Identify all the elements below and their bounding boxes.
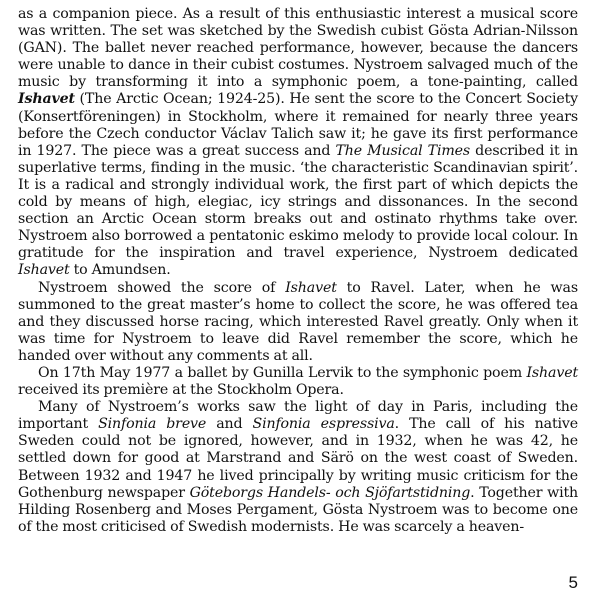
italic-title: The Musical Times [335,142,471,159]
italic-title: Sinfonia espressiva [252,416,395,433]
page-number: 5 [568,573,578,592]
italic-title: Ishavet [526,364,578,381]
italic-title: Sinfonia breve [98,416,207,433]
paragraph [18,365,578,399]
text-run: (The Arctic Ocean; 1924-25). He sent the score to the Concert Society (Konsertföreningen) in Stockholm, where it remained for nearly three years before the Czech conductor Václav Talich saw it; he gave its first performance in 1927. The piece was a great success and [18,91,578,159]
paragraph [18,280,578,365]
text-run: . Together with Hilding Rosenberg and Moses Pergament, Gösta Nystroem was to become one of the most criticised of Swedish modernists. He was scarcely a heaven- [18,484,579,535]
text-run: and [206,416,253,433]
text-run: to Ravel. Later, when he was summoned to the great master’s home to collect the score, he was offered tea and they discussed horse racing, which interested Ravel greatly. Only when it was time for Nystroem to leave did Ravel remember the score, which he handed over without any comments at all. [18,279,578,364]
bold-italic-title: Ishavet [18,91,75,108]
text-run: Many of Nystroem’s works saw the light of day in Paris, including the important [18,399,578,433]
text-run: . The call of his native Sweden could not be ignored, however, and in 1932, when he was 42, he settled down for good at Marstrand and Särö on the west coast of Sweden. Between 1932 and 1947 he lived principally by writing music criticism for the Gothenburg newspaper [18,416,578,501]
text-run: to Amundsen. [69,262,171,279]
text-run: received its première at the Stockholm Opera. [18,382,344,399]
text-run: as a companion piece. As a result of this enthusiastic interest a musical score was written. The set was sketched by the Swedish cubist Gösta Adrian-Nilsson (GAN). The ballet never reached performance, however, because the dancers were unable to dance in their cubist costumes. Nystroem salvaged much of the music by transforming it into a symphonic poem, a tone-painting, called [18,6,578,91]
text-run: On 17th May 1977 a ballet by Gunilla Lervik to the symphonic poem [38,364,527,381]
italic-title: Ishavet [18,262,70,279]
italic-title: Ishavet [285,279,337,296]
text-run: Nystroem showed the score of [38,279,286,296]
paragraph [18,6,578,280]
italic-title: Göteborgs Handels- och Sjöfartstidning [189,484,471,501]
document-body [18,6,578,536]
text-run: described it in superlative terms, finding in the music. ‘the characteristic Scandinavian spirit’. It is a radical and strongly individual work, the first part of which depicts the cold by means of high, elegiac, icy strings and dissonances. In the second section an Arctic Ocean storm breaks out and ostinato rhythms take over. Nystroem also borrowed a pentatonic eskimo melody to provide local colour. In gratitude for the inspiration and travel experience, Nystroem dedicated [18,142,578,262]
paragraph [18,399,578,536]
